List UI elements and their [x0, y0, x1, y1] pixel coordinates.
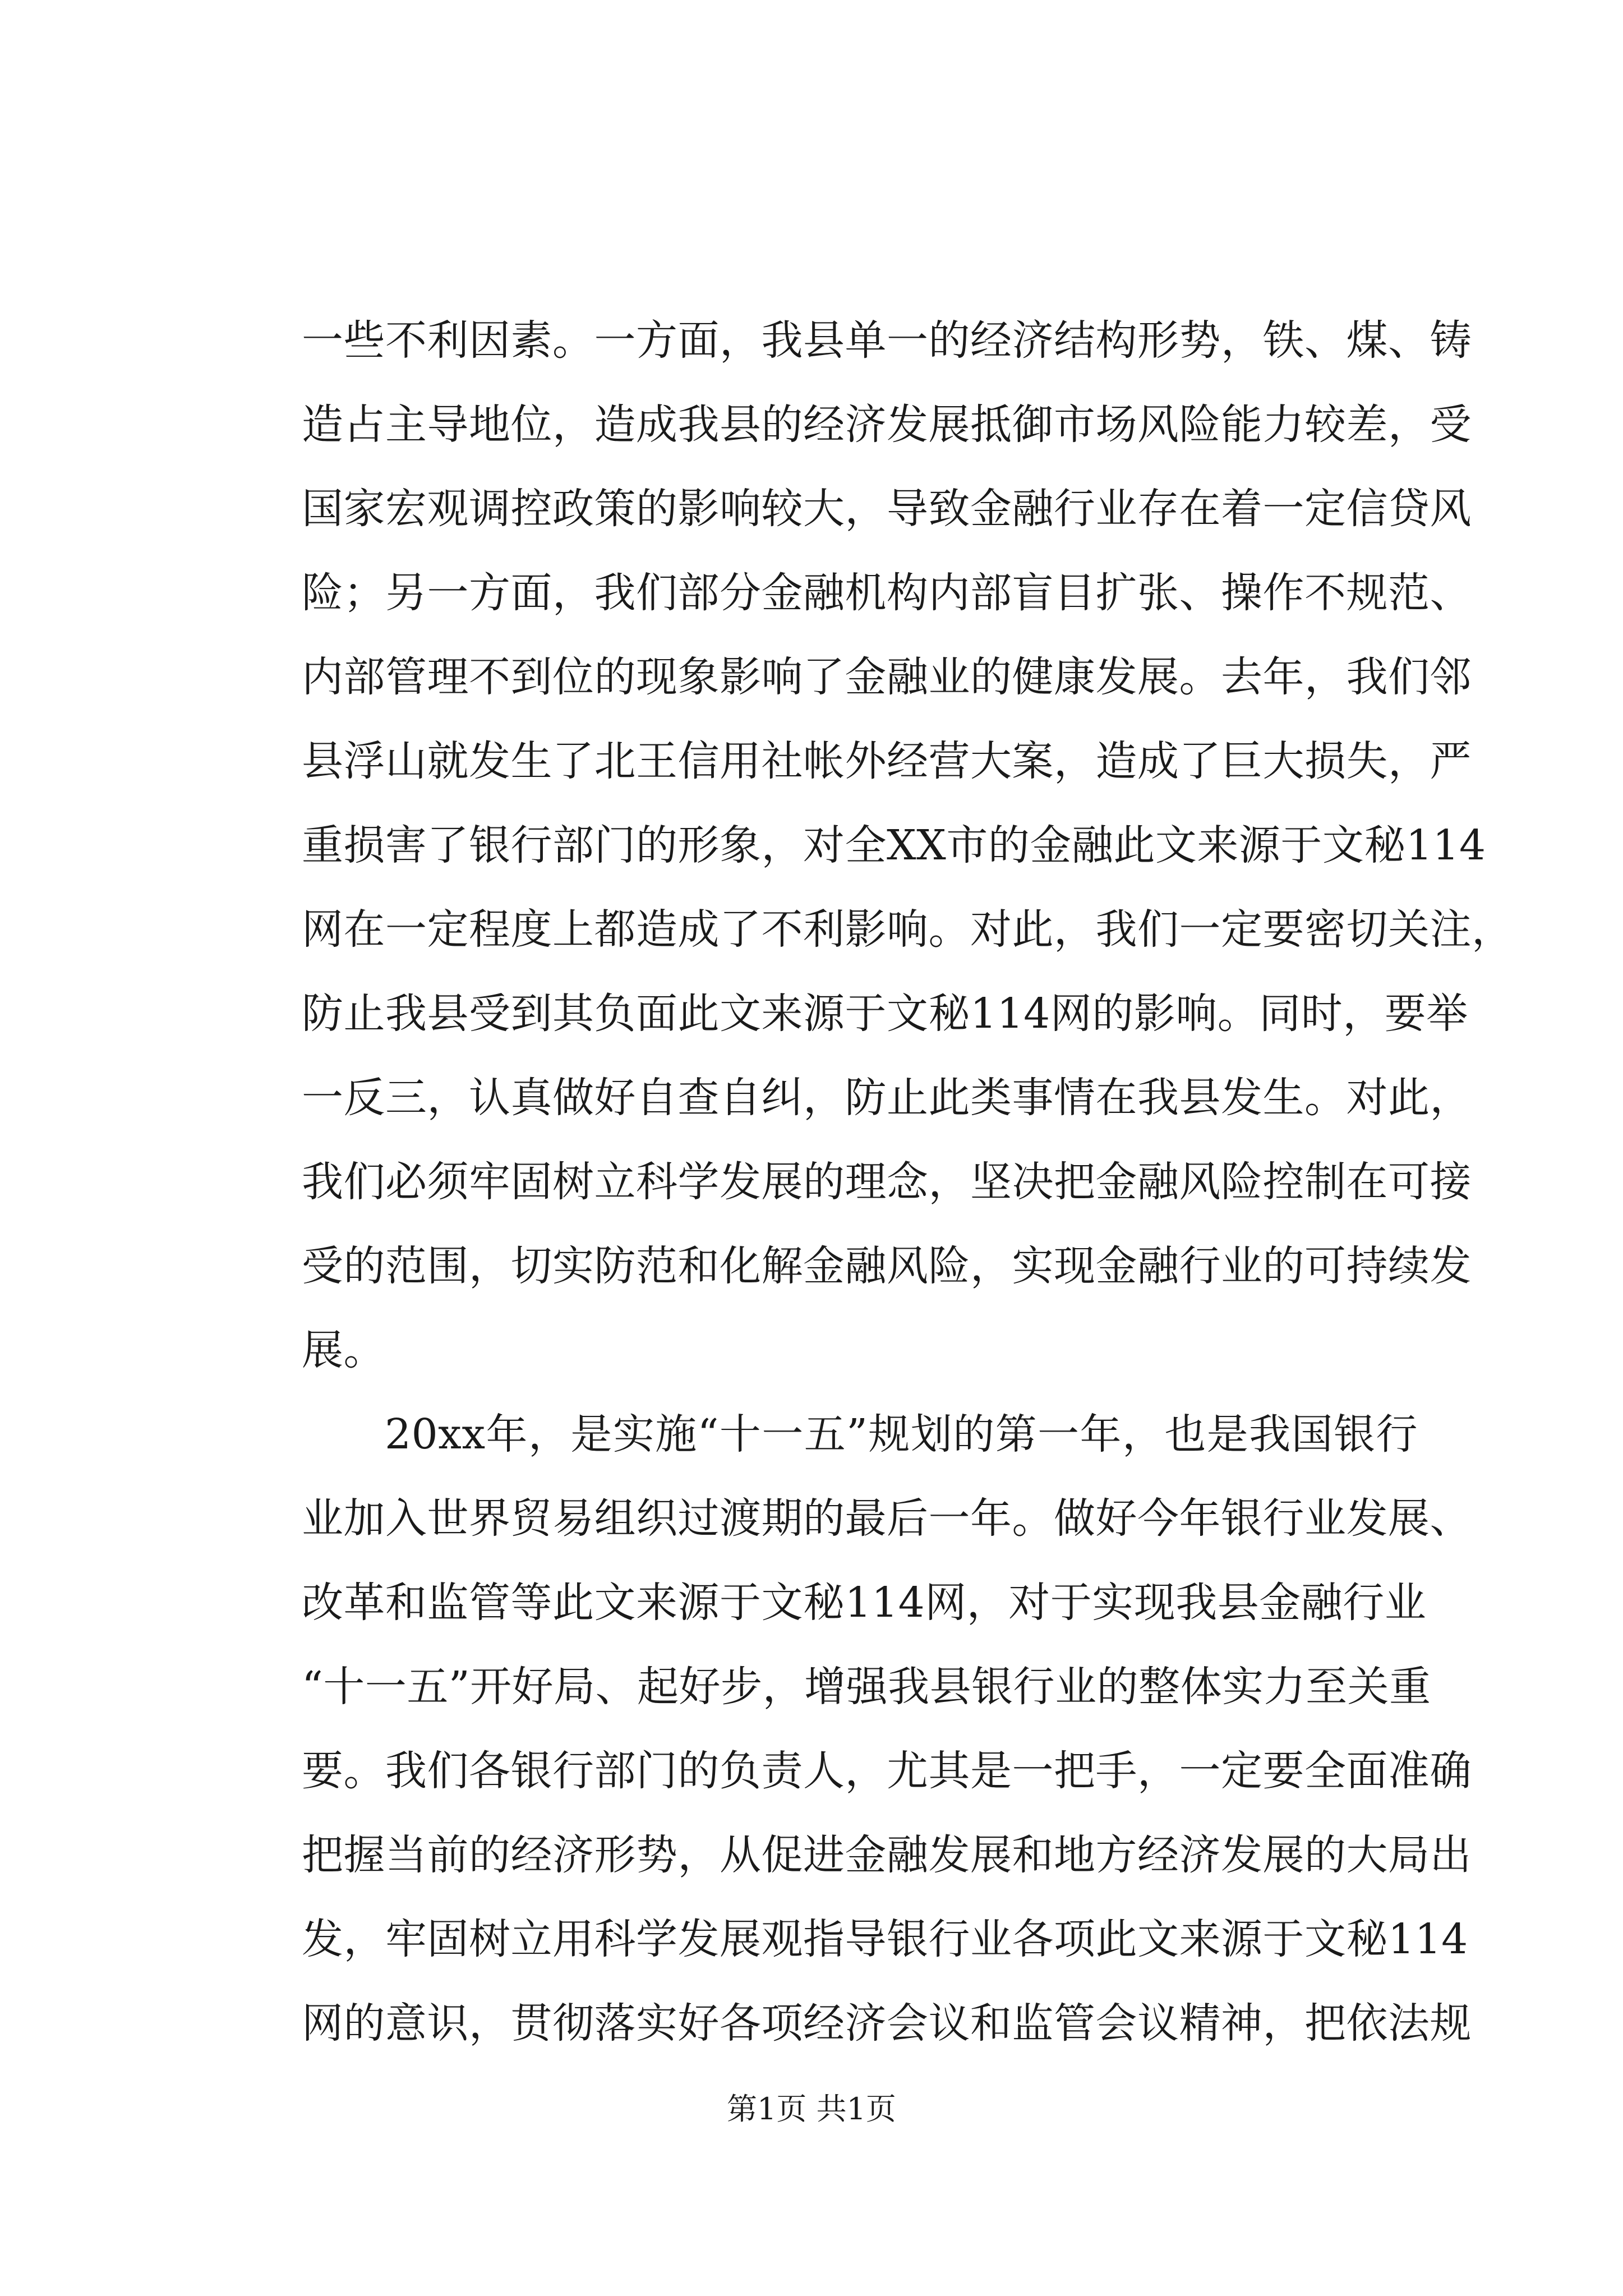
text-line: 我们必须牢固树立科学发展的理念，坚决把金融风险控制在可接 — [302, 1158, 1472, 1206]
text-line: 造占主导地位，造成我县的经济发展抵御市场风险能力较差，受 — [302, 401, 1472, 449]
text-line: 国家宏观调控政策的影响较大，导致金融行业存在着一定信贷风 — [302, 485, 1472, 533]
text-line: 内部管理不到位的现象影响了金融业的健康发展。去年，我们邻 — [302, 653, 1472, 701]
text-line: 防止我县受到其负面此文来源于文秘114网的影响。同时，要举 — [302, 990, 1468, 1038]
text-line: 重损害了银行部门的形象，对全XX市的金融此文来源于文秘114 — [302, 821, 1486, 869]
text-line: 一些不利因素。一方面，我县单一的经济结构形势，铁、煤、铸 — [302, 316, 1472, 365]
page-number-label: 第1页 共1页 — [727, 2091, 896, 2127]
document-body — [302, 298, 1514, 2065]
text-line: 20xx年，是实施“十一五”规划的第一年，也是我国银行 — [385, 1410, 1418, 1458]
text-line: 把握当前的经济形势，从促进金融发展和地方经济发展的大局出 — [302, 1831, 1472, 1879]
text-line: 要。我们各银行部门的负责人，尤其是一把手，一定要全面准确 — [302, 1747, 1472, 1795]
text-line: 受的范围，切实防范和化解金融风险，实现金融行业的可持续发 — [302, 1242, 1472, 1290]
text-line: “十一五”开好局、起好步，增强我县银行业的整体实力至关重 — [302, 1663, 1431, 1711]
text-line: 发，牢固树立用科学发展观指导银行业各项此文来源于文秘114 — [302, 1915, 1468, 1963]
text-line: 业加入世界贸易组织过渡期的最后一年。做好今年银行业发展、 — [302, 1494, 1472, 1543]
text-line: 险；另一方面，我们部分金融机构内部盲目扩张、操作不规范、 — [302, 569, 1472, 617]
text-line: 网在一定程度上都造成了不利影响。对此，我们一定要密切关注， — [302, 905, 1514, 954]
text-line: 网的意识，贯彻落实好各项经济会议和监管会议精神，把依法规 — [302, 1999, 1472, 2047]
page-footer — [0, 2087, 1623, 2132]
text-line: 县浮山就发生了北王信用社帐外经营大案，造成了巨大损失，严 — [302, 737, 1472, 785]
text-line: 一反三，认真做好自查自纠，防止此类事情在我县发生。对此， — [302, 1074, 1472, 1122]
text-line: 展。 — [302, 1326, 385, 1374]
text-line: 改革和监管等此文来源于文秘114网，对于实现我县金融行业 — [302, 1579, 1427, 1627]
